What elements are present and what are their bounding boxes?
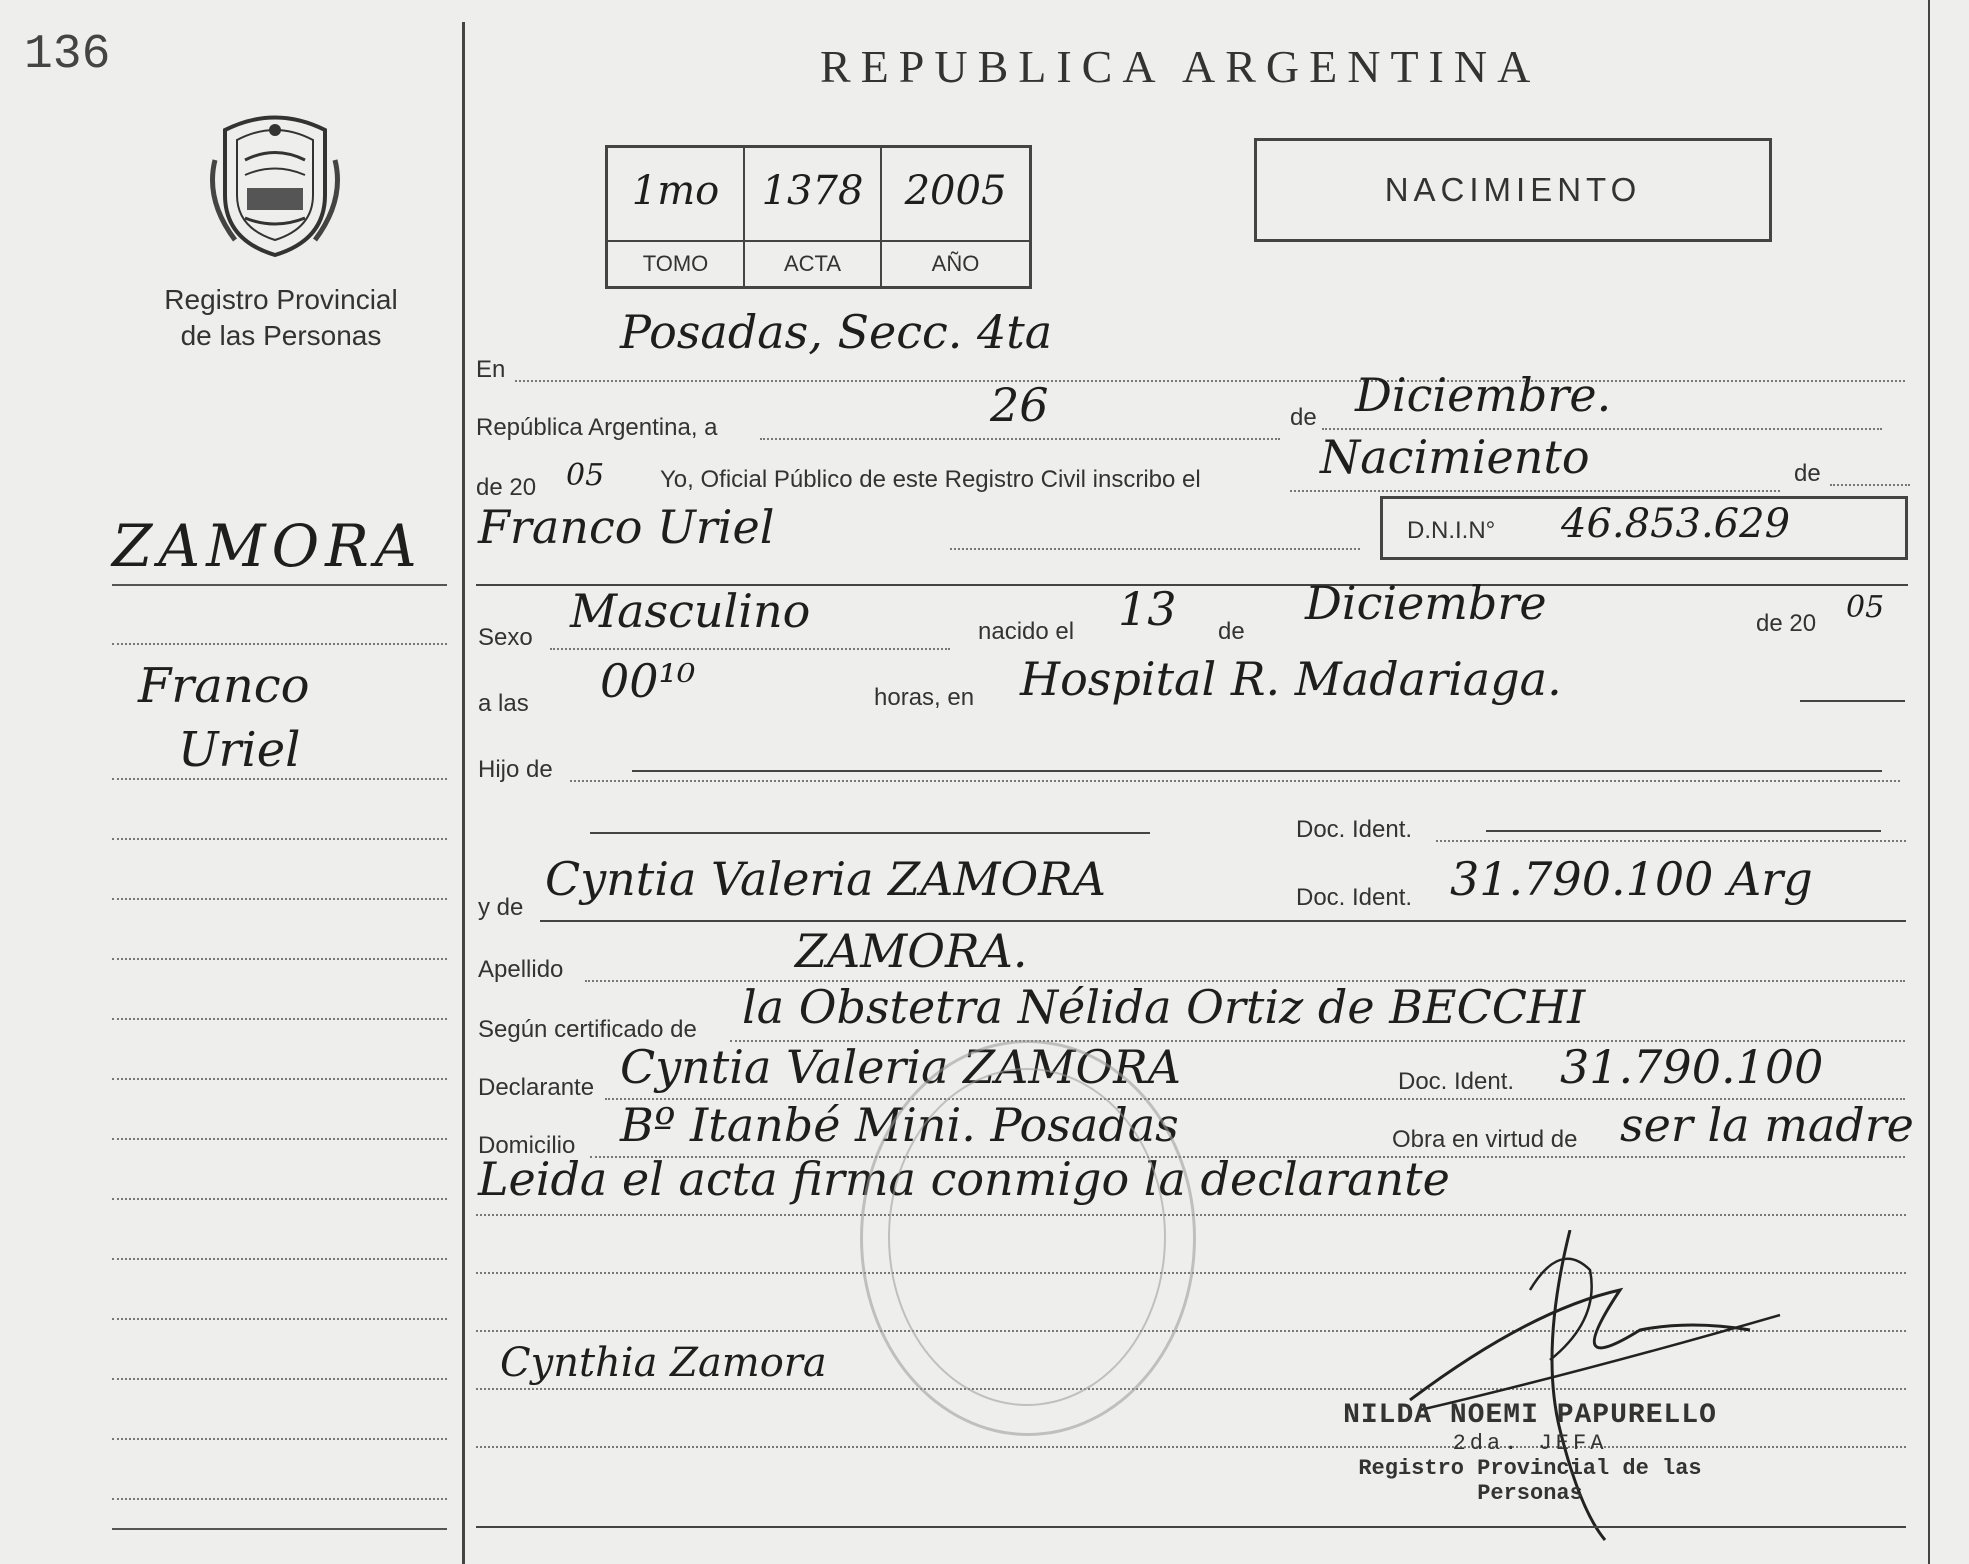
birth-day-value: 13 bbox=[1118, 582, 1177, 636]
bottom-rule bbox=[476, 1526, 1906, 1528]
republica-label: República Argentina, a bbox=[476, 414, 718, 441]
obra-value: ser la madre bbox=[1620, 1098, 1914, 1152]
birth-month-value: Diciembre bbox=[1305, 576, 1547, 630]
officer-text: Yo, Oficial Público de este Registro Civil inscribo el bbox=[660, 466, 1201, 493]
sidebar-line bbox=[112, 778, 447, 780]
de-label: de bbox=[1290, 404, 1317, 431]
sidebar-given-name-2: Uriel bbox=[178, 722, 301, 778]
sidebar-line bbox=[112, 1498, 447, 1500]
acta-label: ACTA bbox=[745, 240, 880, 286]
acta-cell bbox=[745, 148, 882, 286]
year-value: 05 bbox=[566, 458, 605, 493]
tomo-label: TOMO bbox=[608, 240, 743, 286]
sidebar-divider bbox=[112, 584, 447, 586]
event-value: Nacimiento bbox=[1320, 430, 1590, 484]
dotted-line bbox=[515, 380, 1905, 382]
sidebar-given-names bbox=[138, 654, 310, 782]
dotted-line bbox=[1436, 840, 1906, 842]
stamp-inner-ring bbox=[888, 1068, 1166, 1406]
de20-label: de 20 bbox=[476, 474, 537, 501]
sidebar-line bbox=[112, 958, 447, 960]
sidebar-line bbox=[112, 1018, 447, 1020]
country-title: REPUBLICA ARGENTINA bbox=[820, 41, 1541, 92]
dotted-line bbox=[950, 548, 1360, 550]
provincial-seal-logo bbox=[205, 100, 345, 260]
declarante-label: Declarante bbox=[478, 1074, 595, 1101]
sidebar-line bbox=[112, 1318, 447, 1320]
sexo-label: Sexo bbox=[478, 624, 533, 651]
child-name-value: Franco Uriel bbox=[478, 500, 775, 554]
anio-cell bbox=[882, 148, 1029, 286]
sidebar-line bbox=[112, 898, 447, 900]
leida-text: Leida el acta firma conmigo la declarante bbox=[478, 1152, 1450, 1206]
registry-name-line1: Registro Provincial bbox=[164, 284, 398, 315]
sidebar-line bbox=[112, 838, 447, 840]
official-org: Registro Provincial de las Personas bbox=[1358, 1456, 1702, 1506]
anio-label: AÑO bbox=[882, 240, 1029, 286]
dni-box bbox=[1380, 496, 1908, 560]
sidebar-line bbox=[112, 1258, 447, 1260]
doc-ident-label-1: Doc. Ident. bbox=[1296, 816, 1413, 843]
sidebar-line bbox=[112, 1438, 447, 1440]
declarante-doc-value: 31.790.100 bbox=[1560, 1040, 1824, 1094]
cancel-line bbox=[632, 770, 1882, 772]
official-block bbox=[1300, 1400, 1760, 1506]
mother-name-value: Cyntia Valeria ZAMORA bbox=[545, 852, 1107, 906]
birth-year-value: 05 bbox=[1846, 590, 1885, 625]
declarant-signature: Cynthia Zamora bbox=[500, 1340, 827, 1386]
tomo-value: 1mo bbox=[631, 168, 720, 214]
dotted-line bbox=[760, 438, 1280, 440]
section-rule bbox=[540, 920, 1906, 922]
registry-name bbox=[100, 282, 462, 354]
sidebar-given-name-1: Franco bbox=[138, 658, 310, 714]
official-stamp bbox=[860, 1040, 1196, 1436]
cancel-line bbox=[1486, 830, 1881, 832]
acta-value: 1378 bbox=[761, 168, 864, 214]
de-label-3: de bbox=[1218, 618, 1245, 645]
day-value: 26 bbox=[990, 378, 1049, 432]
a-las-label: a las bbox=[478, 690, 529, 717]
cancel-line bbox=[590, 832, 1150, 834]
official-role: 2da. JEFA bbox=[1452, 1431, 1608, 1456]
registry-table bbox=[605, 145, 1032, 289]
de-label-2: de bbox=[1794, 460, 1821, 487]
doc-ident-label-2: Doc. Ident. bbox=[1296, 884, 1413, 911]
dotted-line bbox=[1830, 484, 1910, 486]
nacido-label: nacido el bbox=[978, 618, 1075, 645]
dotted-line bbox=[570, 780, 1900, 782]
anio-value: 2005 bbox=[904, 168, 1007, 214]
declarante-value: Cyntia Valeria ZAMORA bbox=[620, 1040, 1182, 1094]
registry-name-line2: de las Personas bbox=[180, 320, 382, 351]
sexo-value: Masculino bbox=[570, 584, 811, 638]
official-name: NILDA NOEMI PAPURELLO bbox=[1343, 1400, 1717, 1431]
domicilio-label: Domicilio bbox=[478, 1132, 576, 1159]
obra-label: Obra en virtud de bbox=[1392, 1126, 1578, 1153]
sidebar-line bbox=[112, 1078, 447, 1080]
column-divider bbox=[462, 22, 465, 1564]
sidebar-line bbox=[112, 1378, 447, 1380]
y-de-label: y de bbox=[478, 894, 524, 921]
birth-time-value: 00¹⁰ bbox=[600, 654, 696, 708]
domicilio-value: Bº Itanbé Mini. Posadas bbox=[620, 1098, 1179, 1152]
doc-ident-label-3: Doc. Ident. bbox=[1398, 1068, 1515, 1095]
record-type-box: NACIMIENTO bbox=[1254, 138, 1772, 242]
sidebar-line bbox=[112, 1138, 447, 1140]
dni-label: D.N.I.N° bbox=[1407, 517, 1496, 544]
certificado-value: la Obstetra Nélida Ortiz de BECCHI bbox=[742, 980, 1586, 1034]
dotted-line bbox=[1290, 490, 1780, 492]
birth-place-value: Hospital R. Madariaga. bbox=[1020, 652, 1562, 706]
certificado-label: Según certificado de bbox=[478, 1016, 697, 1043]
hijo-label: Hijo de bbox=[478, 756, 553, 783]
sidebar-surname: ZAMORA bbox=[112, 512, 423, 580]
sidebar-line bbox=[112, 643, 447, 645]
apellido-label: Apellido bbox=[478, 956, 564, 983]
right-border bbox=[1928, 0, 1930, 1564]
mother-doc-value: 31.790.100 Arg bbox=[1450, 852, 1813, 906]
horas-label: horas, en bbox=[874, 684, 975, 711]
place-value: Posadas, Secc. 4ta bbox=[620, 305, 1053, 359]
apellido-value: ZAMORA. bbox=[795, 924, 1028, 978]
page-number: 136 bbox=[24, 28, 111, 82]
sidebar-bottom-rule bbox=[112, 1528, 447, 1530]
en-label: En bbox=[476, 356, 506, 383]
month-value: Diciembre. bbox=[1355, 368, 1612, 422]
fill-line bbox=[1800, 700, 1905, 702]
dotted-line bbox=[550, 648, 950, 650]
sidebar-line bbox=[112, 1198, 447, 1200]
de20-label-2: de 20 bbox=[1756, 610, 1817, 637]
tomo-cell bbox=[608, 148, 745, 286]
dni-value: 46.853.629 bbox=[1561, 501, 1791, 547]
